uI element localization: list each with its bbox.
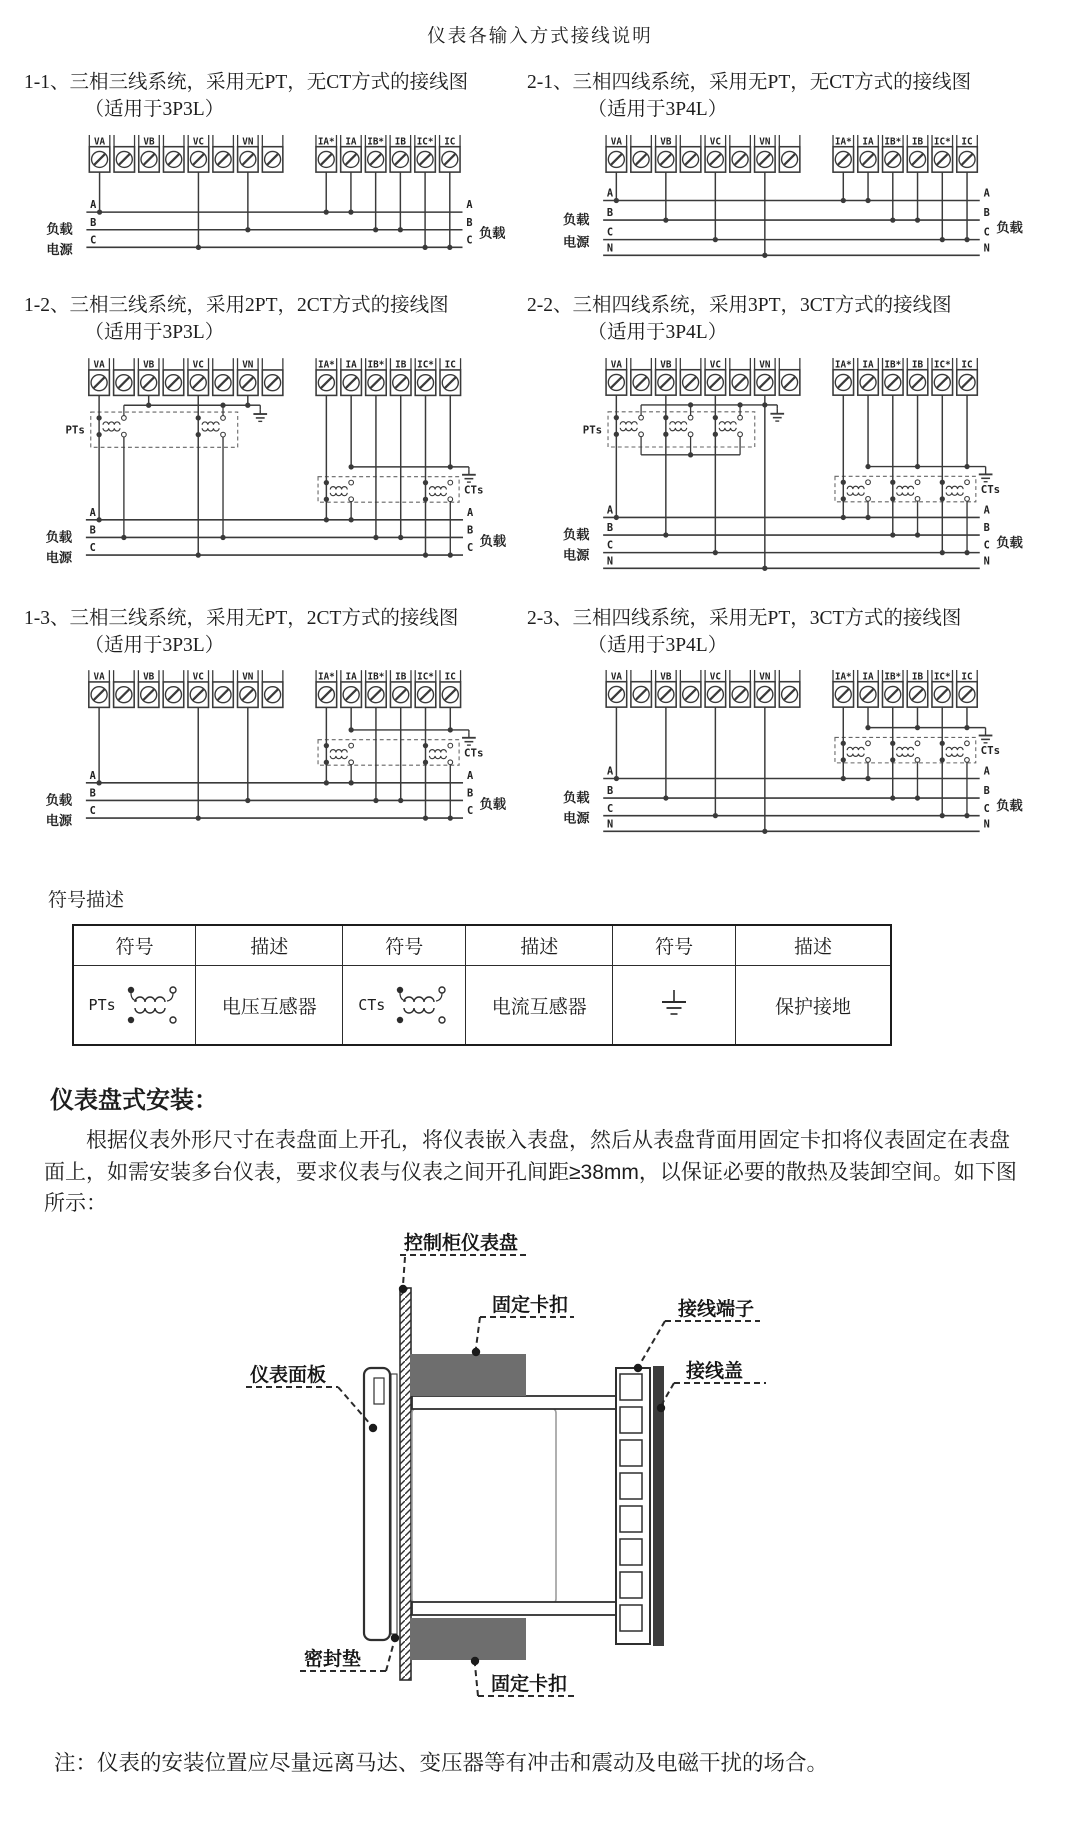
svg-text:IC: IC — [961, 671, 973, 683]
svg-text:N: N — [606, 818, 614, 831]
svg-text:VA: VA — [610, 671, 623, 683]
wiring-diagram-2-2 — [549, 357, 1029, 582]
svg-text:N: N — [606, 555, 614, 568]
ground-icon — [656, 985, 692, 1025]
svg-text:C: C — [466, 541, 474, 554]
svg-text:N: N — [983, 555, 990, 568]
svg-text:C: C — [466, 234, 473, 247]
svg-text:电源: 电源 — [563, 234, 590, 250]
svg-text:IC: IC — [444, 359, 456, 371]
panel-mount-diagram — [188, 1228, 768, 1706]
svg-text:VC: VC — [192, 136, 205, 148]
svg-text:VB: VB — [143, 671, 155, 683]
wiring-diagram-1-3 — [32, 669, 512, 832]
col-header: 符号 — [343, 925, 466, 965]
diagram-title — [515, 606, 1060, 660]
svg-text:IA: IA — [862, 136, 874, 148]
svg-text:B: B — [606, 521, 614, 534]
svg-text:VB: VB — [143, 136, 155, 148]
svg-text:电源: 电源 — [46, 241, 73, 257]
svg-text:负载: 负载 — [563, 211, 590, 227]
svg-text:VC: VC — [192, 359, 204, 371]
wiring-diagram-2-1 — [549, 134, 1029, 269]
svg-text:B: B — [983, 785, 990, 798]
svg-text:IC: IC — [961, 358, 973, 370]
svg-text:C: C — [90, 234, 97, 247]
svg-text:负载: 负载 — [45, 528, 73, 544]
svg-text:VN: VN — [242, 136, 254, 148]
svg-text:VN: VN — [242, 671, 254, 683]
svg-text:VB: VB — [143, 359, 155, 371]
install-label-meter-panel: 仪表面板 — [250, 1364, 327, 1386]
svg-text:负载: 负载 — [45, 792, 73, 808]
symbol-table — [72, 924, 892, 1046]
svg-text:IA: IA — [345, 359, 357, 371]
svg-text:A: A — [606, 766, 614, 779]
svg-text:电源: 电源 — [563, 810, 590, 826]
svg-text:CTs: CTs — [464, 746, 484, 760]
svg-text:IC: IC — [961, 136, 973, 148]
wiring-diagram-2-3 — [549, 669, 1029, 845]
diagram-2-1 — [515, 70, 1060, 269]
svg-text:C: C — [466, 805, 474, 818]
diagram-1-3 — [20, 606, 515, 846]
svg-text:IB*: IB* — [367, 671, 385, 683]
svg-text:IC*: IC* — [416, 136, 434, 148]
svg-text:VB: VB — [660, 136, 672, 148]
svg-text:A: A — [466, 770, 474, 783]
svg-text:VA: VA — [93, 671, 105, 683]
svg-text:N: N — [983, 242, 990, 255]
svg-text:VB: VB — [660, 358, 672, 370]
svg-text:IC*: IC* — [933, 671, 951, 683]
sealing-gasket — [391, 1374, 397, 1634]
svg-text:C: C — [89, 805, 96, 818]
svg-text:A: A — [983, 187, 990, 200]
diagram-title-line1: 2-3、三相四线系统，采用无PT，3CT方式的接线图 — [527, 607, 962, 629]
svg-text:IC*: IC* — [417, 359, 434, 371]
svg-text:IB*: IB* — [367, 136, 385, 148]
svg-text:负载: 负载 — [479, 532, 507, 548]
wiring-diagrams-grid — [20, 70, 1060, 845]
svg-text:A: A — [983, 766, 990, 779]
svg-text:IB: IB — [911, 136, 924, 148]
diagram-title-line1: 1-3、三相三线系统，采用无PT，2CT方式的接线图 — [24, 607, 459, 629]
svg-text:IB: IB — [394, 136, 406, 148]
bezel-slot — [374, 1378, 384, 1404]
diagram-title — [515, 70, 1060, 124]
svg-text:C: C — [983, 803, 990, 816]
symbol-section-heading: 符号描述 — [48, 890, 125, 912]
svg-text:IA*: IA* — [834, 136, 852, 148]
svg-text:VA: VA — [610, 136, 622, 148]
svg-text:VN: VN — [242, 359, 254, 371]
fixing-clip-top — [410, 1354, 526, 1396]
svg-text:A: A — [466, 506, 474, 519]
col-header: 描述 — [196, 925, 343, 965]
col-header: 符号 — [613, 925, 736, 965]
svg-text:负载: 负载 — [479, 225, 506, 241]
svg-text:负载: 负载 — [563, 790, 590, 806]
meter-front-bezel — [364, 1368, 390, 1640]
diagram-title-line2: （适用于3P4L） — [587, 321, 728, 343]
svg-text:IA*: IA* — [317, 136, 335, 148]
svg-text:IB*: IB* — [884, 671, 902, 683]
diagram-2-3 — [515, 606, 1060, 846]
wiring-diagram-1-2 — [32, 357, 512, 569]
ct-desc: 电流互感器 — [466, 965, 613, 1045]
svg-text:B: B — [466, 787, 474, 800]
svg-text:IA: IA — [862, 358, 874, 370]
svg-text:PTs: PTs — [65, 423, 85, 437]
col-header: 描述 — [736, 925, 891, 965]
svg-text:A: A — [89, 506, 96, 519]
diagram-title-line1: 1-1、三相三线系统，采用无PT，无CT方式的接线图 — [24, 72, 469, 93]
install-paragraph: 根据仪表外形尺寸在表盘面上开孔，将仪表嵌入表盘，然后从表盘背面用固定卡扣将仪表固定在表盘面上，如需安装多台仪表，要求仪表与仪表之间开孔间距≥38mm，以保证必要的散热及装卸空间。如下图所示： — [44, 1129, 1017, 1216]
svg-text:IB*: IB* — [884, 358, 902, 370]
svg-text:PTs: PTs — [582, 422, 603, 436]
svg-text:B: B — [983, 206, 990, 219]
diagram-title-line1: 2-1、三相四线系统，采用无PT，无CT方式的接线图 — [527, 72, 972, 93]
ground-desc: 保护接地 — [736, 965, 891, 1045]
svg-text:C: C — [983, 226, 990, 239]
diagram-title-line2: （适用于3P4L） — [587, 98, 728, 120]
diagram-title-line1: 2-2、三相四线系统，采用3PT，3CT方式的接线图 — [527, 294, 952, 316]
clip-rail-bottom — [412, 1602, 616, 1615]
svg-text:IC*: IC* — [933, 136, 951, 148]
svg-text:VB: VB — [660, 671, 672, 683]
svg-text:VN: VN — [759, 671, 771, 683]
symbol-table-row — [73, 965, 891, 1045]
svg-text:IC*: IC* — [933, 358, 951, 370]
svg-text:A: A — [89, 770, 96, 783]
svg-text:CTs: CTs — [980, 482, 1001, 496]
svg-text:B: B — [89, 524, 96, 537]
svg-text:负载: 负载 — [996, 798, 1023, 814]
svg-text:A: A — [90, 199, 97, 212]
svg-text:IB: IB — [395, 671, 407, 683]
install-label-wiring-cover: 接线盖 — [686, 1360, 744, 1382]
pt-symbol-cell — [73, 965, 196, 1045]
diagram-title-line2: （适用于3P3L） — [84, 98, 225, 120]
svg-text:IA: IA — [345, 671, 357, 683]
ct-symbol-label: CTs — [358, 996, 386, 1015]
svg-text:IB*: IB* — [884, 136, 902, 148]
col-header: 描述 — [466, 925, 613, 965]
cabinet-panel-wall — [400, 1288, 411, 1680]
svg-text:IB: IB — [395, 359, 407, 371]
diagram-title-line2: （适用于3P3L） — [84, 634, 225, 656]
svg-text:VC: VC — [709, 136, 721, 148]
svg-text:IB*: IB* — [367, 359, 385, 371]
pt-symbol-label: PTs — [88, 996, 116, 1015]
diagram-title-line2: （适用于3P4L） — [587, 634, 728, 656]
svg-text:A: A — [606, 504, 614, 517]
svg-text:负载: 负载 — [479, 796, 507, 812]
transformer-icon — [123, 981, 181, 1029]
svg-text:N: N — [983, 818, 990, 831]
svg-text:负载: 负载 — [996, 219, 1023, 235]
meter-body — [412, 1408, 556, 1604]
install-section-heading: 仪表盘式安装： — [50, 1087, 218, 1115]
diagram-title-line2: （适用于3P3L） — [84, 321, 225, 343]
svg-text:IA*: IA* — [834, 358, 852, 370]
pt-desc: 电压互感器 — [196, 965, 343, 1045]
clip-rail-top — [412, 1396, 616, 1409]
svg-text:VC: VC — [709, 358, 721, 370]
diagram-title — [20, 70, 515, 124]
svg-text:VC: VC — [709, 671, 721, 683]
col-header: 符号 — [73, 925, 196, 965]
svg-text:电源: 电源 — [45, 549, 73, 565]
svg-text:C: C — [983, 539, 990, 552]
diagram-1-2 — [20, 293, 515, 582]
svg-text:负载: 负载 — [46, 221, 73, 237]
svg-text:VA: VA — [610, 358, 622, 370]
svg-text:电源: 电源 — [45, 813, 73, 829]
svg-text:IB: IB — [911, 671, 924, 683]
svg-text:VC: VC — [192, 671, 204, 683]
diagram-2-2 — [515, 293, 1060, 582]
svg-text:负载: 负载 — [996, 534, 1023, 550]
svg-text:IC: IC — [444, 671, 456, 683]
install-label-clip-bottom: 固定卡扣 — [491, 1673, 568, 1695]
diagram-1-1 — [20, 70, 515, 269]
svg-text:B: B — [983, 521, 990, 534]
install-label-panel: 控制柜仪表盘 — [404, 1232, 519, 1254]
ct-symbol-cell — [343, 965, 466, 1045]
install-figure — [188, 1228, 1060, 1706]
diagram-title-line1: 1-2、三相三线系统，采用2PT，2CT方式的接线图 — [24, 294, 449, 316]
svg-text:A: A — [983, 504, 990, 517]
svg-text:IC: IC — [444, 136, 456, 148]
symbol-table-header-row — [73, 925, 891, 965]
svg-text:B: B — [606, 785, 614, 798]
install-label-clip-top: 固定卡扣 — [492, 1294, 569, 1316]
svg-text:B: B — [466, 524, 474, 537]
transformer-icon — [392, 981, 450, 1029]
svg-text:VA: VA — [93, 136, 106, 148]
svg-text:C: C — [606, 226, 614, 239]
svg-text:B: B — [466, 216, 473, 229]
ground-symbol-cell — [613, 965, 736, 1045]
install-label-terminal-block: 接线端子 — [678, 1298, 755, 1320]
page-title: 仪表各输入方式接线说明 — [427, 27, 653, 47]
svg-text:负载: 负载 — [563, 526, 590, 542]
svg-text:IA: IA — [862, 671, 874, 683]
svg-text:电源: 电源 — [563, 547, 590, 563]
fixing-clip-bottom — [410, 1618, 526, 1660]
wiring-diagram-1-1 — [32, 134, 512, 261]
svg-text:C: C — [606, 539, 614, 552]
svg-text:VN: VN — [759, 136, 771, 148]
svg-text:IA*: IA* — [317, 671, 335, 683]
diagram-title — [20, 606, 515, 660]
bottom-note: 注：仪表的安装位置应尽量远离马达、变压器等有冲击和震动及电磁干扰的场合。 — [54, 1750, 829, 1775]
svg-text:A: A — [606, 187, 614, 200]
svg-text:CTs: CTs — [464, 482, 484, 496]
svg-text:A: A — [466, 199, 473, 212]
install-label-gasket: 密封垫 — [304, 1648, 362, 1670]
diagram-title — [20, 293, 515, 347]
svg-text:IB: IB — [911, 358, 924, 370]
svg-text:VN: VN — [759, 358, 771, 370]
diagram-title — [515, 293, 1060, 347]
svg-text:IA*: IA* — [317, 359, 335, 371]
svg-text:B: B — [89, 787, 96, 800]
svg-text:C: C — [89, 541, 96, 554]
svg-text:C: C — [606, 803, 614, 816]
svg-text:CTs: CTs — [980, 744, 1001, 758]
svg-text:B: B — [90, 216, 97, 229]
svg-text:B: B — [606, 206, 614, 219]
svg-text:IA: IA — [345, 136, 357, 148]
svg-text:N: N — [606, 242, 614, 255]
svg-text:IC*: IC* — [417, 671, 434, 683]
svg-text:VA: VA — [93, 359, 105, 371]
svg-text:IA*: IA* — [834, 671, 852, 683]
